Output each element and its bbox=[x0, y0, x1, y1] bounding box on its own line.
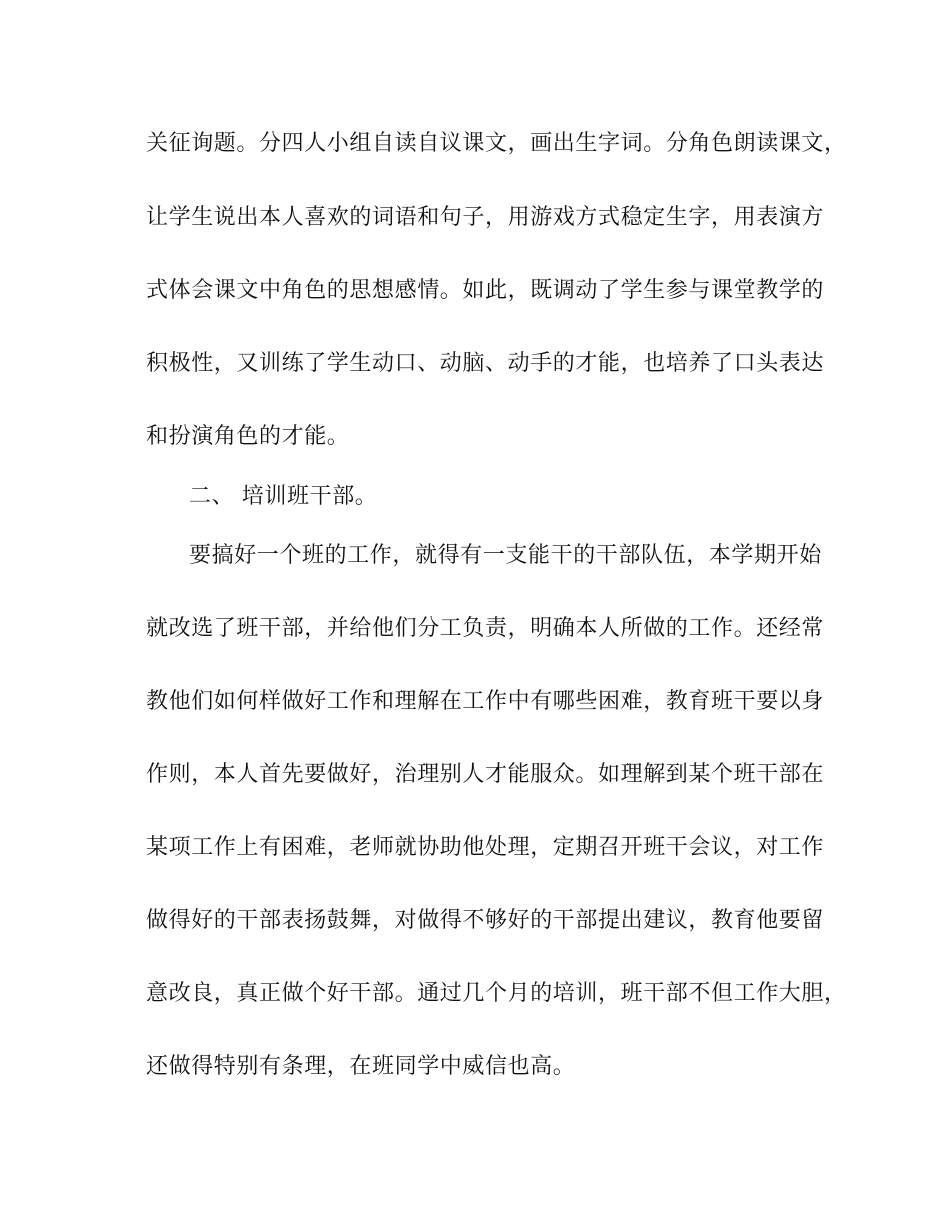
paragraph-line: 积极性，又训练了学生动口、动脑、动手的才能，也培养了口头表达 bbox=[146, 351, 825, 376]
section-heading: 二、 培训班干部。 bbox=[189, 484, 378, 509]
paragraph-line: 某项工作上有困难，老师就协助他处理，定期召开班干会议，对工作 bbox=[146, 835, 825, 860]
paragraph-line: 意改良，真正做个好干部。通过几个月的培训，班干部不但工作大胆， bbox=[146, 981, 847, 1006]
paragraph-line: 关征询题。分四人小组自读自议课文，画出生字词。分角色朗读课文， bbox=[146, 131, 847, 156]
paragraph-line: 式体会课文中角色的思想感情。如此，既调动了学生参与课堂教学的 bbox=[146, 278, 825, 303]
paragraph-line: 教他们如何样做好工作和理解在工作中有哪些困难，教育班干要以身 bbox=[146, 689, 825, 714]
paragraph-line: 要搞好一个班的工作，就得有一支能干的干部队伍，本学期开始 bbox=[189, 543, 822, 568]
paragraph-line: 让学生说出本人喜欢的词语和句子，用游戏方式稳定生字，用表演方 bbox=[146, 205, 825, 230]
paragraph-line: 还做得特别有条理，在班同学中威信也高。 bbox=[146, 1054, 576, 1079]
paragraph-line: 和扮演角色的才能。 bbox=[146, 424, 350, 449]
paragraph-line: 就改选了班干部，并给他们分工负责，明确本人所做的工作。还经常 bbox=[146, 616, 825, 641]
paragraph-line: 作则，本人首先要做好，治理别人才能服众。如理解到某个班干部在 bbox=[146, 762, 825, 787]
paragraph-line: 做得好的干部表扬鼓舞，对做得不够好的干部提出建议，教育他要留 bbox=[146, 908, 825, 933]
